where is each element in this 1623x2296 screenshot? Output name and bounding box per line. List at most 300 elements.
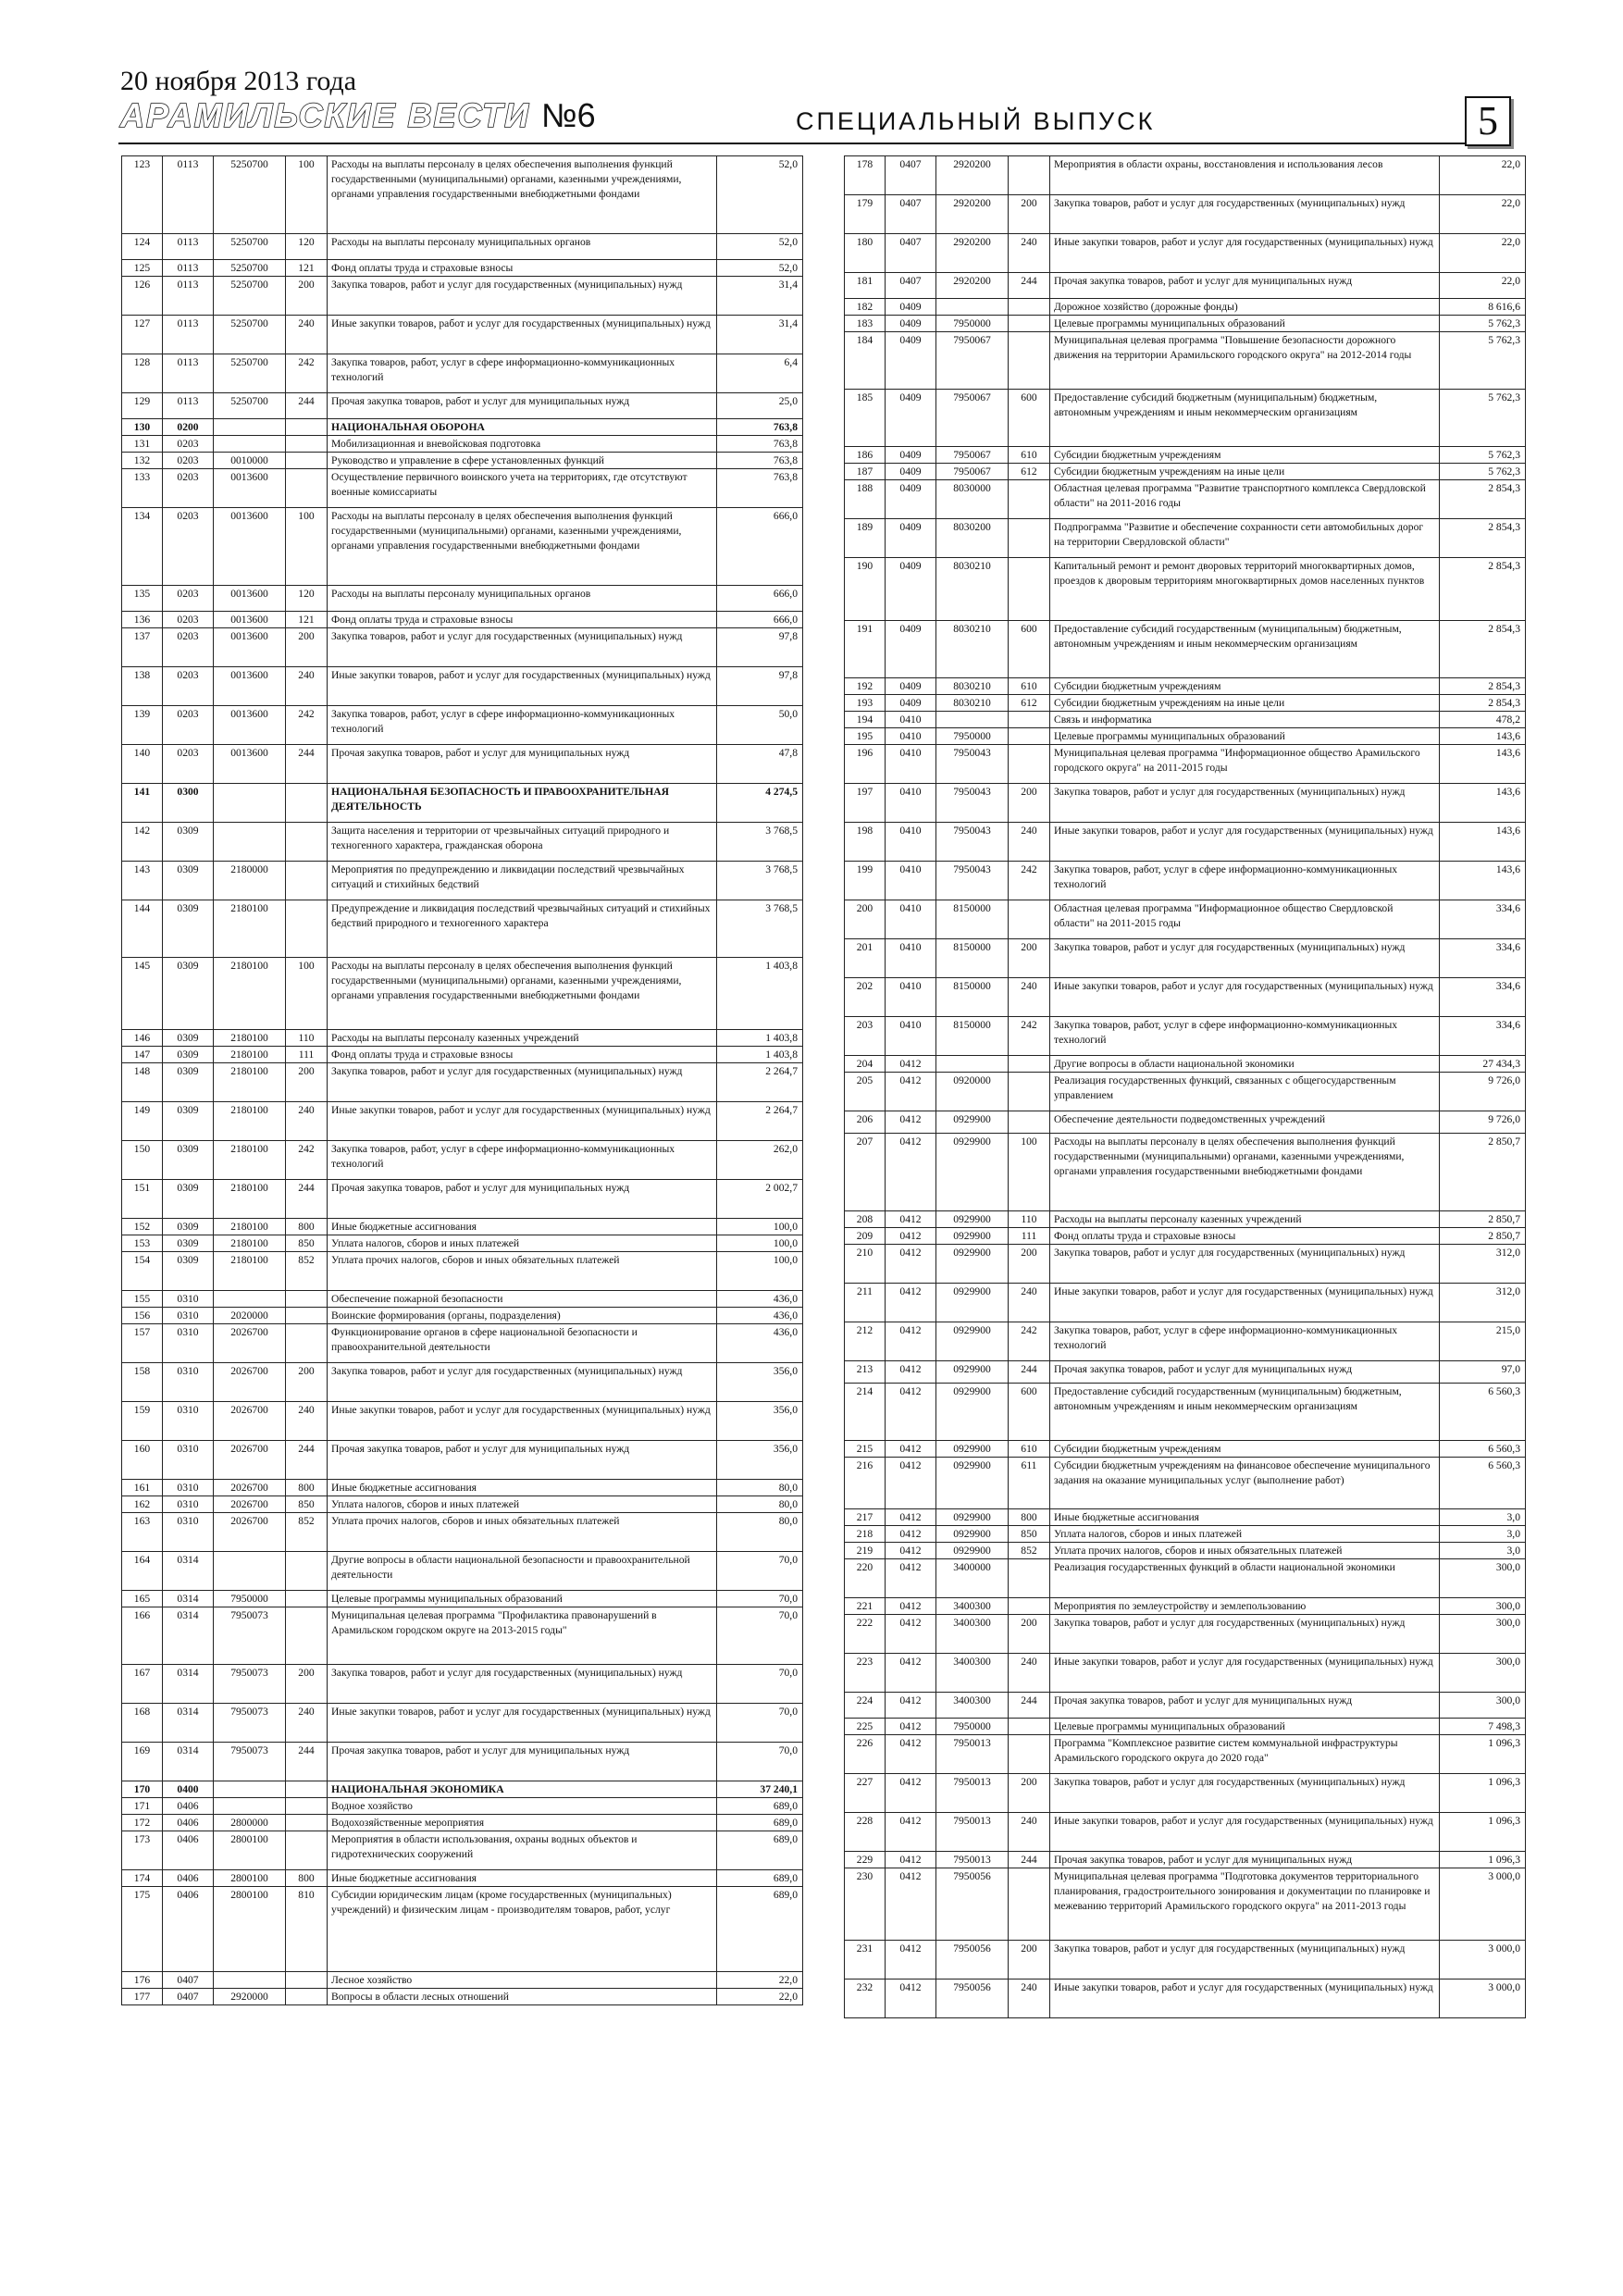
amount: 22,0 [1440,156,1526,195]
item-description: Связь и информатика [1050,712,1440,728]
item-description: Расходы на выплаты персоналу в целях обеспечения выполнения функций государственными (муниципальными) органами, казенными учреждениями, органами управления государственными внебюджетными фондами [328,958,717,1030]
row-number: 149 [122,1102,163,1141]
row-number: 148 [122,1063,163,1102]
section-code: 0309 [163,900,214,958]
item-description: Муниципальная целевая программа "Подготовка документов территориального планирования, градостроительного зонирования и документации по планировке и межеванию территорий Арамильского городского округа" на 2011-2013 годы [1050,1868,1440,1941]
target-article-code: 5250700 [214,234,286,260]
expense-type-code: 610 [1009,447,1050,464]
expense-type-code: 100 [286,958,328,1030]
section-code: 0406 [163,1798,214,1815]
row-number: 225 [845,1719,886,1735]
item-description: Расходы на выплаты персоналу в целях обеспечения выполнения функций государственными (муниципальными) органами, казенными учреждениями, органами управления государственными внебюджетными фондами [328,156,717,234]
row-number: 165 [122,1591,163,1607]
item-description: Закупка товаров, работ, услуг в сфере информационно-коммуникационных технологий [328,354,717,393]
section-code: 0203 [163,436,214,453]
section-code: 0412 [886,1693,936,1719]
expense-type-code: 200 [1009,939,1050,978]
row-number: 220 [845,1559,886,1598]
section-code: 0300 [163,784,214,823]
row-number: 200 [845,900,886,939]
expense-type-code [1009,745,1050,784]
target-article-code: 7950073 [214,1607,286,1665]
target-article-code: 2180100 [214,1219,286,1235]
expense-type-code: 120 [286,234,328,260]
item-description: Защита населения и территории от чрезвычайных ситуаций природного и техногенного характера, гражданская оборона [328,823,717,862]
expense-type-code [286,453,328,469]
target-article-code: 7950013 [936,1852,1009,1868]
expense-type-code [1009,900,1050,939]
item-description: Функционирование органов в сфере национальной безопасности и правоохранительной деятельности [328,1324,717,1363]
row-number: 167 [122,1665,163,1704]
expense-type-code: 200 [1009,1941,1050,1980]
amount: 356,0 [717,1402,803,1441]
section-code: 0203 [163,667,214,706]
table-row [845,1868,1526,1941]
table-row [845,1441,1526,1458]
target-article-code [936,299,1009,316]
target-article-code [214,823,286,862]
item-description: Лесное хозяйство [328,1972,717,1989]
expense-type-code [286,823,328,862]
row-number: 184 [845,332,886,390]
row-number: 194 [845,712,886,728]
item-description: Иные закупки товаров, работ и услуг для государственных (муниципальных) нужд [1050,1284,1440,1322]
item-description: Иные закупки товаров, работ и услуг для государственных (муниципальных) нужд [328,1102,717,1141]
row-number: 208 [845,1211,886,1228]
target-article-code [214,784,286,823]
row-number: 126 [122,277,163,316]
section-code: 0412 [886,1735,936,1774]
row-number: 130 [122,419,163,436]
section-code: 0203 [163,586,214,612]
amount: 9 726,0 [1440,1111,1526,1134]
row-number: 145 [122,958,163,1030]
target-article-code: 7950073 [214,1704,286,1743]
row-number: 199 [845,862,886,900]
expense-type-code: 240 [286,1102,328,1141]
item-description: Руководство и управление в сфере установленных функций [328,453,717,469]
amount: 22,0 [1440,273,1526,299]
item-description: Муниципальная целевая программа "Информационное общество Арамильского городского округа" на 2011-2015 годы [1050,745,1440,784]
section-code: 0412 [886,1509,936,1526]
item-description: Уплата налогов, сборов и иных платежей [328,1235,717,1252]
table-row [845,558,1526,621]
row-number: 190 [845,558,886,621]
amount: 22,0 [717,1989,803,2005]
amount: 334,6 [1440,939,1526,978]
table-row [845,823,1526,862]
section-code: 0409 [886,316,936,332]
expense-type-code: 244 [286,1180,328,1219]
issue-date: 20 ноября 2013 года [120,66,357,96]
target-article-code: 5250700 [214,156,286,234]
expense-type-code: 121 [286,612,328,628]
row-number: 209 [845,1228,886,1245]
item-description: Иные закупки товаров, работ и услуг для государственных (муниципальных) нужд [1050,1980,1440,2018]
row-number: 164 [122,1552,163,1591]
row-number: 189 [845,519,886,558]
expense-type-code [286,1324,328,1363]
target-article-code: 0929900 [936,1134,1009,1211]
expense-type-code: 240 [1009,1980,1050,2018]
budget-table [121,155,803,2005]
row-number: 173 [122,1831,163,1870]
amount: 100,0 [717,1252,803,1291]
item-description: Закупка товаров, работ и услуг для государственных (муниципальных) нужд [1050,1615,1440,1654]
table-row [845,1598,1526,1615]
table-row [122,260,803,277]
amount: 1 096,3 [1440,1852,1526,1868]
table-row [845,195,1526,234]
section-code: 0412 [886,1111,936,1134]
expense-type-code: 850 [286,1496,328,1513]
table-row [122,628,803,667]
section-code: 0412 [886,1654,936,1693]
expense-type-code [1009,1111,1050,1134]
expense-type-code [1009,728,1050,745]
row-number: 215 [845,1441,886,1458]
item-description: Субсидии бюджетным учреждениям на иные цели [1050,464,1440,480]
section-code: 0203 [163,469,214,508]
section-code: 0407 [163,1972,214,1989]
amount: 763,8 [717,453,803,469]
amount: 300,0 [1440,1615,1526,1654]
section-code: 0113 [163,277,214,316]
target-article-code: 7950000 [936,1719,1009,1735]
expense-type-code [286,1989,328,2005]
target-article-code: 2800000 [214,1815,286,1831]
expense-type-code: 200 [286,628,328,667]
expense-type-code: 242 [1009,1017,1050,1056]
section-code: 0412 [886,1361,936,1384]
table-row [122,1441,803,1480]
item-description: Уплата прочих налогов, сборов и иных обязательных платежей [1050,1543,1440,1559]
expense-type-code: 200 [286,1665,328,1704]
item-description: Субсидии юридическим лицам (кроме государственных (муниципальных) учреждений) и физическим лицам - производителям товаров, работ, услуг [328,1887,717,1972]
row-number: 205 [845,1073,886,1111]
table-row [122,1743,803,1781]
section-code: 0412 [886,1056,936,1073]
expense-type-code [286,436,328,453]
table-row [845,1852,1526,1868]
item-description: Закупка товаров, работ и услуг для государственных (муниципальных) нужд [1050,1774,1440,1813]
target-article-code: 7950067 [936,447,1009,464]
target-article-code: 7950013 [936,1813,1009,1852]
amount: 3 768,5 [717,900,803,958]
table-row [122,1552,803,1591]
table-row [122,1781,803,1798]
section-code: 0412 [886,1284,936,1322]
item-description: Закупка товаров, работ, услуг в сфере информационно-коммуникационных технологий [1050,1322,1440,1361]
item-description: Фонд оплаты труда и страховые взносы [328,260,717,277]
row-number: 135 [122,586,163,612]
table-row [122,1235,803,1252]
item-description: Мероприятия в области охраны, восстановления и использования лесов [1050,156,1440,195]
expense-type-code: 111 [1009,1228,1050,1245]
amount: 300,0 [1440,1598,1526,1615]
amount: 8 616,6 [1440,299,1526,316]
item-description: Подпрограмма "Развитие и обеспечение сохранности сети автомобильных дорог на территории Свердловской области" [1050,519,1440,558]
expense-type-code [286,1798,328,1815]
section-code: 0412 [886,1322,936,1361]
item-description: Иные закупки товаров, работ и услуг для государственных (муниципальных) нужд [1050,234,1440,273]
expense-type-code: 800 [286,1870,328,1887]
section-code: 0412 [886,1719,936,1735]
expense-type-code: 852 [1009,1543,1050,1559]
section-code: 0412 [886,1868,936,1941]
section-code: 0407 [163,1989,214,2005]
section-code: 0409 [886,332,936,390]
section-code: 0314 [163,1607,214,1665]
target-article-code: 7950073 [214,1665,286,1704]
amount: 3,0 [1440,1543,1526,1559]
expense-type-code: 242 [1009,862,1050,900]
row-number: 218 [845,1526,886,1543]
amount: 97,8 [717,628,803,667]
row-number: 125 [122,260,163,277]
item-description: Иные закупки товаров, работ и услуг для государственных (муниципальных) нужд [1050,1654,1440,1693]
table-row [122,784,803,823]
target-article-code [214,436,286,453]
row-number: 211 [845,1284,886,1322]
item-description: Фонд оплаты труда и страховые взносы [328,612,717,628]
expense-type-code [1009,156,1050,195]
amount: 50,0 [717,706,803,745]
table-row [845,978,1526,1017]
expense-type-code: 100 [1009,1134,1050,1211]
item-description: Уплата прочих налогов, сборов и иных обязательных платежей [328,1252,717,1291]
section-title: СПЕЦИАЛЬНЫЙ ВЫПУСК [796,107,1156,135]
target-article-code: 2920000 [214,1989,286,2005]
table-row [845,1526,1526,1543]
table-row [122,1252,803,1291]
target-article-code: 2920200 [936,234,1009,273]
target-article-code: 0013600 [214,667,286,706]
amount: 22,0 [717,1972,803,1989]
row-number: 158 [122,1363,163,1402]
table-row [122,1141,803,1180]
row-number: 213 [845,1361,886,1384]
target-article-code: 7950067 [936,464,1009,480]
target-article-code: 7950043 [936,745,1009,784]
table-row [122,1363,803,1402]
item-description: Иные бюджетные ассигнования [328,1219,717,1235]
section-code: 0410 [886,1017,936,1056]
item-description: Реализация государственных функций в области национальной экономики [1050,1559,1440,1598]
target-article-code: 0929900 [936,1245,1009,1284]
item-description: Вопросы в области лесных отношений [328,1989,717,2005]
row-number: 159 [122,1402,163,1441]
expense-type-code [1009,712,1050,728]
item-description: Закупка товаров, работ и услуг для государственных (муниципальных) нужд [1050,784,1440,823]
section-code: 0310 [163,1402,214,1441]
amount: 1 403,8 [717,1047,803,1063]
expense-type-code: 242 [286,1141,328,1180]
expense-type-code: 800 [286,1480,328,1496]
target-article-code: 7950043 [936,823,1009,862]
target-article-code: 8150000 [936,1017,1009,1056]
row-number: 136 [122,612,163,628]
expense-type-code: 100 [286,156,328,234]
item-description: Закупка товаров, работ и услуг для государственных (муниципальных) нужд [1050,195,1440,234]
item-description: Фонд оплаты труда и страховые взносы [1050,1228,1440,1245]
table-row [845,156,1526,195]
table-row [845,464,1526,480]
target-article-code: 5250700 [214,316,286,354]
target-article-code: 5250700 [214,260,286,277]
section-code: 0203 [163,612,214,628]
section-code: 0203 [163,508,214,586]
amount: 70,0 [717,1591,803,1607]
section-code: 0309 [163,1102,214,1141]
row-number: 224 [845,1693,886,1719]
table-row [122,1496,803,1513]
row-number: 179 [845,195,886,234]
target-article-code: 2180100 [214,900,286,958]
section-code: 0309 [163,1252,214,1291]
section-code: 0409 [886,299,936,316]
section-code: 0412 [886,1245,936,1284]
target-article-code: 0929900 [936,1284,1009,1322]
item-description: Предупреждение и ликвидация последствий чрезвычайных ситуаций и стихийных бедствий природного и техногенного характера [328,900,717,958]
table-row [845,1735,1526,1774]
item-description: Закупка товаров, работ и услуг для государственных (муниципальных) нужд [328,628,717,667]
amount: 689,0 [717,1815,803,1831]
table-row [845,695,1526,712]
section-code: 0412 [886,1615,936,1654]
row-number: 202 [845,978,886,1017]
item-description: Расходы на выплаты персоналу в целях обеспечения выполнения функций государственными (муниципальными) органами, казенными учреждениями, органами управления государственными внебюджетными фондами [1050,1134,1440,1211]
table-row [845,1322,1526,1361]
row-number: 206 [845,1111,886,1134]
row-number: 157 [122,1324,163,1363]
table-row [122,958,803,1030]
item-description: Закупка товаров, работ и услуг для государственных (муниципальных) нужд [1050,1245,1440,1284]
amount: 300,0 [1440,1693,1526,1719]
amount: 6 560,3 [1440,1384,1526,1441]
section-code: 0410 [886,712,936,728]
item-description: Закупка товаров, работ и услуг для государственных (муниципальных) нужд [328,1063,717,1102]
amount: 2 002,7 [717,1180,803,1219]
table-row [122,419,803,436]
expense-type-code: 610 [1009,678,1050,695]
expense-type-code: 240 [286,1402,328,1441]
row-number: 217 [845,1509,886,1526]
section-code: 0406 [163,1815,214,1831]
expense-type-code [286,1607,328,1665]
target-article-code: 2180100 [214,1030,286,1047]
target-article-code: 7950056 [936,1941,1009,1980]
amount: 6 560,3 [1440,1441,1526,1458]
row-number: 182 [845,299,886,316]
expense-type-code: 110 [286,1030,328,1047]
table-row [845,234,1526,273]
item-description: Расходы на выплаты персоналу казенных учреждений [328,1030,717,1047]
amount: 300,0 [1440,1654,1526,1693]
section-code: 0314 [163,1743,214,1781]
row-number: 154 [122,1252,163,1291]
item-description: Прочая закупка товаров, работ и услуг для муниципальных нужд [1050,273,1440,299]
target-article-code: 0929900 [936,1322,1009,1361]
expense-type-code: 240 [1009,823,1050,862]
table-row [845,1361,1526,1384]
section-code: 0113 [163,156,214,234]
item-description: Целевые программы муниципальных образований [328,1591,717,1607]
section-code: 0412 [886,1526,936,1543]
item-description: Закупка товаров, работ, услуг в сфере информационно-коммуникационных технологий [1050,862,1440,900]
item-description: Иные закупки товаров, работ и услуг для государственных (муниципальных) нужд [1050,1813,1440,1852]
amount: 5 762,3 [1440,447,1526,464]
row-number: 198 [845,823,886,862]
expense-type-code: 244 [286,393,328,419]
expense-type-code [1009,1719,1050,1735]
table-row [122,234,803,260]
table-row [122,1102,803,1141]
section-code: 0310 [163,1441,214,1480]
section-code: 0410 [886,784,936,823]
amount: 763,8 [717,436,803,453]
expense-type-code: 600 [1009,1384,1050,1441]
target-article-code: 2026700 [214,1363,286,1402]
amount: 97,8 [717,667,803,706]
section-code: 0412 [886,1543,936,1559]
target-article-code: 5250700 [214,393,286,419]
row-number: 160 [122,1441,163,1480]
amount: 9 726,0 [1440,1073,1526,1111]
target-article-code: 0013600 [214,745,286,784]
item-description: НАЦИОНАЛЬНАЯ БЕЗОПАСНОСТЬ И ПРАВООХРАНИТЕЛЬНАЯ ДЕЯТЕЛЬНОСТЬ [328,784,717,823]
target-article-code: 2180100 [214,958,286,1030]
row-number: 221 [845,1598,886,1615]
table-row [845,1458,1526,1509]
item-description: Прочая закупка товаров, работ и услуг для муниципальных нужд [328,1441,717,1480]
target-article-code: 2920200 [936,273,1009,299]
target-article-code: 8030000 [936,480,1009,519]
row-number: 196 [845,745,886,784]
table-row [845,712,1526,728]
amount: 334,6 [1440,900,1526,939]
expense-type-code: 244 [286,1743,328,1781]
target-article-code: 3400300 [936,1654,1009,1693]
target-article-code: 0929900 [936,1384,1009,1441]
amount: 70,0 [717,1552,803,1591]
masthead [120,98,596,133]
expense-type-code [286,862,328,900]
target-article-code: 0010000 [214,453,286,469]
table-row [845,1774,1526,1813]
amount: 80,0 [717,1513,803,1552]
expense-type-code [286,1972,328,1989]
table-row [122,1402,803,1441]
section-code: 0309 [163,1141,214,1180]
item-description: Расходы на выплаты персоналу муниципальных органов [328,234,717,260]
amount: 143,6 [1440,823,1526,862]
target-article-code: 0929900 [936,1361,1009,1384]
table-row [122,277,803,316]
row-number: 230 [845,1868,886,1941]
target-article-code: 0929900 [936,1458,1009,1509]
table-row [122,1513,803,1552]
amount: 3 000,0 [1440,1941,1526,1980]
issue-number: №6 [541,96,596,134]
section-code: 0412 [886,1134,936,1211]
table-row [122,1665,803,1704]
target-article-code: 8030210 [936,621,1009,678]
row-number: 128 [122,354,163,393]
target-article-code [214,1972,286,1989]
amount: 2 264,7 [717,1102,803,1141]
target-article-code: 3400300 [936,1598,1009,1615]
